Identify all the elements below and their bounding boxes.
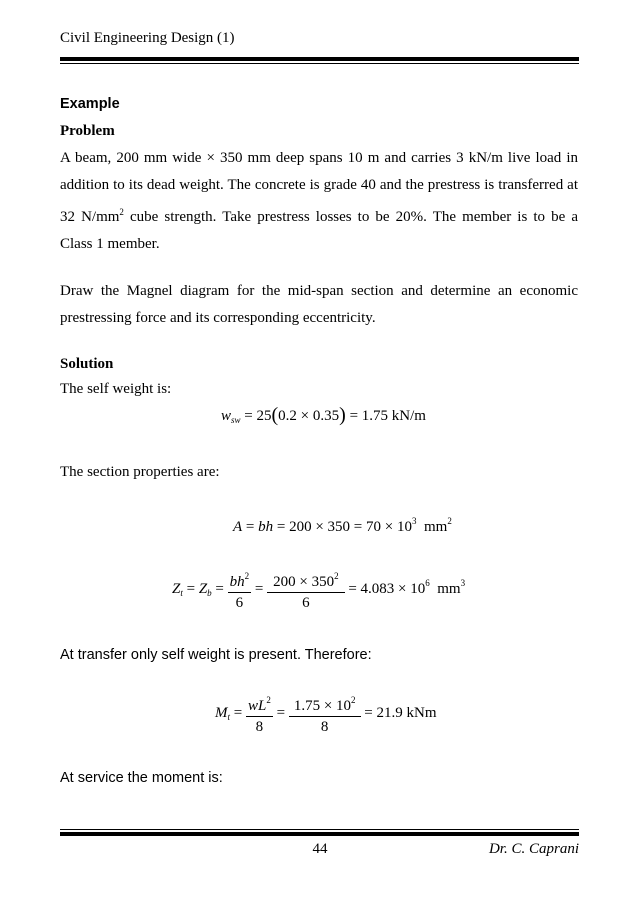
footer-author: Dr. C. Caprani (488, 841, 579, 857)
problem-text-end: cube strength. Take prestress losses to be 20%. The member is to be a Class 1 member. (60, 209, 578, 252)
eq-mod-zt-sub: t (180, 587, 183, 598)
eq-mt-result: = 21.9 kNm (364, 704, 437, 721)
footer-rule-thick (60, 832, 579, 836)
eq-area-unit: mm (423, 519, 448, 535)
eq-mod-frac2: $\frac{200 \times 350^2}{6}$ (267, 566, 344, 613)
eq-area-unit-exp: 2 (447, 516, 452, 526)
eq-sw-lhs: w (221, 408, 232, 424)
page-number: 44 (312, 841, 328, 857)
eq-mod-result: = 4.083 × 10 (348, 580, 426, 597)
eq-mod-zt: Z (172, 580, 181, 597)
eq-mod-zb: Z (198, 580, 208, 597)
problem-heading: Problem (60, 123, 115, 139)
service-intro: At service the moment is: (60, 770, 223, 786)
problem-text: A beam, 200 mm wide × 350 mm deep spans 10 m and carries 3 kN/m live load in addition to its dead weight. The concrete is grade 40 and the prestress is transferred at 32 N/mm (60, 150, 578, 225)
eq-mod-result-exp: 6 (425, 577, 430, 588)
problem-paragraph (60, 145, 578, 258)
eq-mod-zb-sub: b (207, 587, 212, 598)
self-weight-equation: $w_{sw} = 25(0.2 \times 0.35) = 1.75$ kN/m (221, 404, 426, 426)
eq-mod-unit-exp: 3 (460, 577, 466, 588)
eq-mt-lhs: M (215, 704, 228, 721)
eq-area-exp: 3 (411, 516, 417, 526)
moment-transfer-equation: $M_t$ = $\frac{wL^2}{8}$ = $\frac{1.75 \times 10^2}{8}$ = 21.9 kNm (215, 690, 437, 737)
modulus-equation: $Z_t = Z_b$ = $\frac{bh^2}{6}$ = $\frac{200 \times 350^2}{6}$ = $4.083 \times 10^6$ $mm^3$ (172, 566, 465, 613)
area-equation: A = bh = $200 \times 350 = 70 \times 10^3$ $mm^2$ (233, 516, 452, 535)
eq-area-expr: = 200 × 350 = 70 × 10 (276, 519, 412, 535)
footer-rule-thin (60, 829, 579, 830)
eq-sw-coef: 25 (256, 408, 272, 424)
eq-mod-frac1: $\frac{bh^2}{6}$ (228, 566, 252, 613)
header-rule-thin (60, 63, 579, 64)
problem-text-sup: 2 (119, 207, 124, 217)
eq-mt-frac1: $\frac{wL^2}{8}$ (246, 690, 273, 737)
solution-heading: Solution (60, 356, 114, 372)
eq-sw-inner: 0.2 × 0.35 (278, 408, 340, 424)
example-heading: Example (60, 96, 120, 112)
eq-area-var: bh (258, 519, 274, 535)
eq-mt-frac2: $\frac{1.75 \times 10^2}{8}$ (289, 690, 361, 737)
section-props-intro: The section properties are: (60, 464, 220, 480)
transfer-intro: At transfer only self weight is present. Therefore: (60, 647, 372, 663)
eq-mt-lhs-sub: t (227, 711, 231, 722)
header-rule-thick (60, 57, 579, 61)
eq-sw-lhs-sub: sw (231, 415, 241, 425)
eq-sw-result: = 1.75 kN/m (349, 408, 426, 424)
eq-mod-unit: mm (437, 580, 461, 597)
eq-area-lhs: A (233, 519, 243, 535)
self-weight-intro: The self weight is: (60, 381, 172, 397)
task-paragraph: Draw the Magnel diagram for the mid-span section and determine an economic prestressing force and its corresponding eccentricity. (60, 283, 578, 326)
running-header: Civil Engineering Design (1) (60, 30, 235, 46)
